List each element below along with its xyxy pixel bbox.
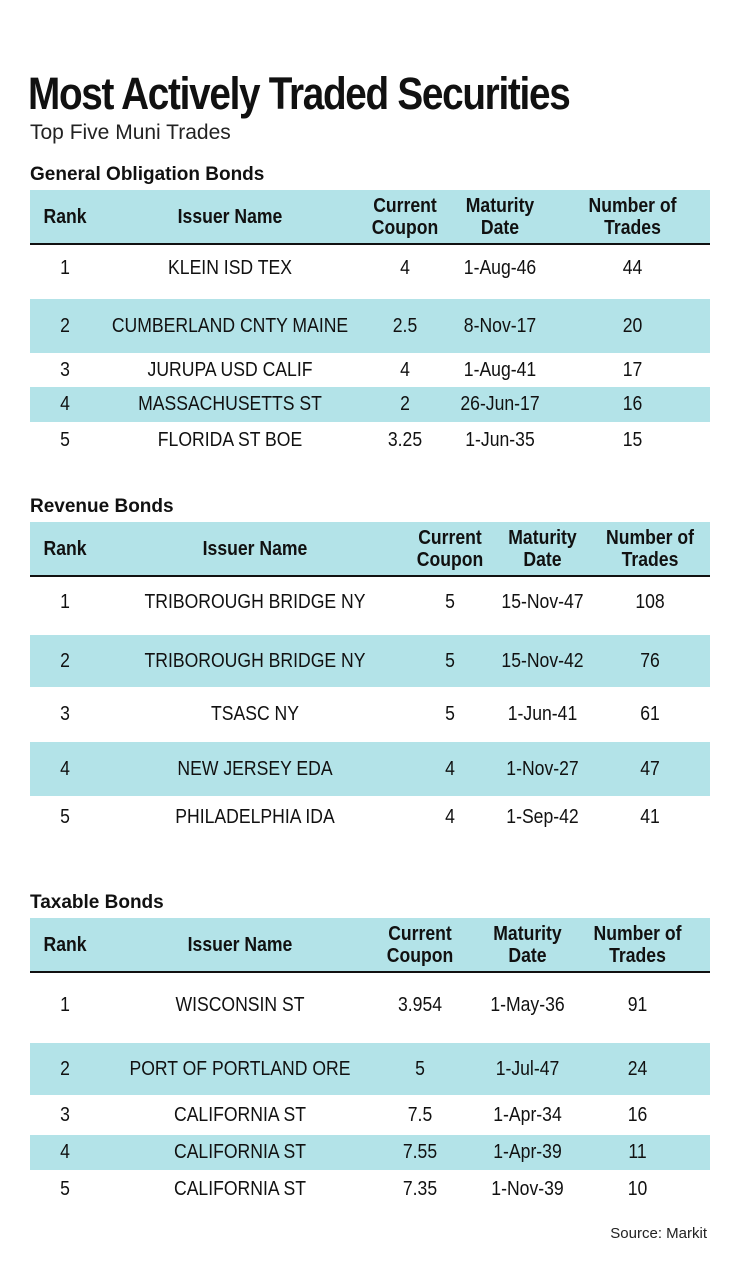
cell-trades: 17 xyxy=(622,358,643,381)
cell-rank: 1 xyxy=(60,590,70,613)
cell-trades: 15 xyxy=(622,428,643,451)
header-maturity: Maturity Date xyxy=(493,922,562,967)
cell-coupon: 5 xyxy=(445,703,455,725)
cell-trades: 91 xyxy=(627,993,648,1016)
cell-trades: 16 xyxy=(627,1103,648,1126)
cell-rank: 2 xyxy=(60,649,70,672)
cell-rank: 5 xyxy=(60,1177,70,1200)
cell-rank: 3 xyxy=(60,358,70,381)
cell-coupon: 3.25 xyxy=(387,428,423,451)
header-coupon: Current Coupon xyxy=(416,526,484,571)
cell-coupon: 3.954 xyxy=(397,993,443,1016)
cell-issuer: CALIFORNIA ST xyxy=(173,1141,307,1163)
cell-trades: 76 xyxy=(640,649,660,672)
table-row xyxy=(30,245,710,299)
cell-trades: 10 xyxy=(627,1177,648,1200)
cell-rank: 4 xyxy=(60,393,70,415)
table-row xyxy=(30,422,710,458)
cell-trades: 44 xyxy=(622,256,643,279)
cell-issuer: MASSACHUSETTS ST xyxy=(138,393,322,415)
cell-rank: 5 xyxy=(60,428,70,451)
cell-maturity: 1-Sep-42 xyxy=(506,805,579,828)
section-taxable xyxy=(30,892,710,1208)
table-row xyxy=(30,635,710,687)
cell-rank: 2 xyxy=(60,314,70,337)
section-general-obligation xyxy=(30,164,710,458)
cell-coupon: 7.35 xyxy=(402,1177,438,1200)
table-row xyxy=(30,687,710,742)
cell-rank: 3 xyxy=(60,1103,70,1126)
cell-maturity: 15-Nov-47 xyxy=(501,590,584,613)
cell-maturity: 8-Nov-17 xyxy=(463,314,537,337)
header-issuer: Issuer Name xyxy=(187,933,293,956)
cell-issuer: JURUPA USD CALIF xyxy=(147,358,313,381)
cell-maturity: 1-Aug-41 xyxy=(463,358,537,381)
cell-issuer: TRIBOROUGH BRIDGE NY xyxy=(144,590,366,613)
cell-issuer: FLORIDA ST BOE xyxy=(157,428,303,451)
cell-rank: 1 xyxy=(60,993,70,1016)
cell-trades: 41 xyxy=(640,805,660,828)
cell-issuer: PHILADELPHIA IDA xyxy=(175,805,335,828)
cell-trades: 11 xyxy=(628,1141,647,1163)
header-trades: Number of Trades xyxy=(606,526,694,571)
table-row xyxy=(30,387,710,422)
cell-issuer: TRIBOROUGH BRIDGE NY xyxy=(144,649,366,672)
table-header xyxy=(30,190,710,245)
cell-coupon: 7.55 xyxy=(402,1141,438,1163)
header-issuer: Issuer Name xyxy=(202,537,308,560)
cell-coupon: 4 xyxy=(400,358,410,381)
cell-maturity: 1-Jun-41 xyxy=(507,703,578,725)
cell-coupon: 5 xyxy=(415,1057,425,1080)
section-title: General Obligation Bonds xyxy=(30,164,265,185)
cell-coupon: 4 xyxy=(445,757,455,780)
section-title: Taxable Bonds xyxy=(30,892,164,913)
cell-rank: 1 xyxy=(60,256,70,279)
cell-rank: 4 xyxy=(60,1141,70,1163)
cell-maturity: 26-Jun-17 xyxy=(460,393,540,415)
table-row xyxy=(30,299,710,353)
cell-issuer: CALIFORNIA ST xyxy=(173,1103,307,1126)
cell-trades: 61 xyxy=(640,703,660,725)
cell-trades: 108 xyxy=(635,590,665,613)
source-note: Source: Markit xyxy=(610,1225,707,1242)
cell-maturity: 1-Nov-39 xyxy=(491,1177,564,1200)
table-header xyxy=(30,522,710,577)
cell-issuer: CALIFORNIA ST xyxy=(173,1177,307,1200)
cell-issuer: CUMBERLAND CNTY MAINE xyxy=(111,314,349,337)
page-title: Most Actively Traded Securities xyxy=(28,68,570,119)
cell-rank: 3 xyxy=(60,703,70,725)
header-maturity: Maturity Date xyxy=(508,526,577,571)
cell-maturity: 1-Nov-27 xyxy=(506,757,579,780)
cell-issuer: NEW JERSEY EDA xyxy=(177,757,333,780)
header-maturity: Maturity Date xyxy=(465,194,535,239)
table-row xyxy=(30,796,710,838)
cell-maturity: 1-Apr-39 xyxy=(493,1141,562,1163)
table-row xyxy=(30,353,710,387)
cell-coupon: 5 xyxy=(445,649,455,672)
table-row xyxy=(30,1135,710,1170)
header-coupon: Current Coupon xyxy=(386,922,454,967)
cell-rank: 4 xyxy=(60,757,70,780)
header-coupon: Current Coupon xyxy=(371,194,439,239)
cell-rank: 5 xyxy=(60,805,70,828)
section-revenue xyxy=(30,496,710,838)
cell-maturity: 1-May-36 xyxy=(490,993,565,1016)
cell-maturity: 1-Apr-34 xyxy=(493,1103,562,1126)
header-rank: Rank xyxy=(43,205,87,228)
cell-trades: 16 xyxy=(622,393,643,415)
cell-maturity: 1-Aug-46 xyxy=(463,256,537,279)
cell-trades: 47 xyxy=(640,757,660,780)
header-rank: Rank xyxy=(43,933,87,956)
header-trades: Number of Trades xyxy=(593,922,682,967)
table-row xyxy=(30,973,710,1043)
cell-trades: 24 xyxy=(627,1057,648,1080)
cell-coupon: 5 xyxy=(445,590,455,613)
table-header xyxy=(30,918,710,973)
table-row xyxy=(30,1095,710,1135)
cell-issuer: WISCONSIN ST xyxy=(175,993,305,1016)
cell-issuer: TSASC NY xyxy=(210,703,300,725)
cell-rank: 2 xyxy=(60,1057,70,1080)
table-row xyxy=(30,1043,710,1095)
cell-coupon: 2.5 xyxy=(392,314,418,337)
table-row xyxy=(30,1170,710,1208)
header-rank: Rank xyxy=(43,537,87,560)
table-row xyxy=(30,742,710,796)
cell-maturity: 15-Nov-42 xyxy=(501,649,584,672)
section-title: Revenue Bonds xyxy=(30,496,174,517)
header-trades: Number of Trades xyxy=(588,194,677,239)
cell-issuer: PORT OF PORTLAND ORE xyxy=(129,1057,351,1080)
cell-coupon: 7.5 xyxy=(407,1103,433,1126)
cell-issuer: KLEIN ISD TEX xyxy=(168,256,292,279)
table-row xyxy=(30,577,710,635)
cell-maturity: 1-Jul-47 xyxy=(495,1057,560,1080)
cell-coupon: 2 xyxy=(400,393,410,415)
cell-coupon: 4 xyxy=(400,256,410,279)
page-subtitle: Top Five Muni Trades xyxy=(30,121,231,144)
cell-trades: 20 xyxy=(622,314,643,337)
cell-maturity: 1-Jun-35 xyxy=(465,428,535,451)
header-issuer: Issuer Name xyxy=(177,205,283,228)
cell-coupon: 4 xyxy=(445,805,455,828)
